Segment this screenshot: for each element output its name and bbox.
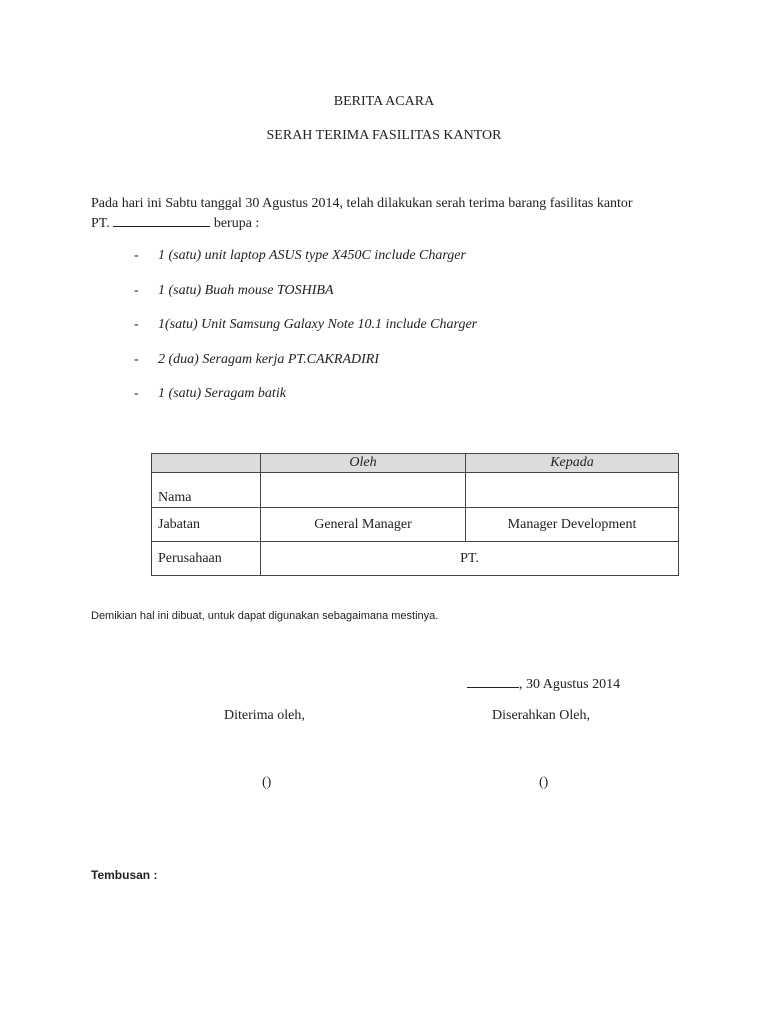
list-item-text: 1 (satu) Seragam batik: [158, 386, 286, 401]
list-dash: -: [134, 283, 139, 298]
intro-suffix: berupa :: [213, 216, 260, 231]
tembusan-label: Tembusan :: [91, 868, 158, 882]
list-dash: -: [134, 248, 139, 263]
signature-right: (): [539, 775, 549, 790]
list-item: [134, 386, 286, 402]
list-dash: -: [134, 352, 139, 367]
nama-oleh-cell: [261, 473, 466, 508]
row-label-perusahaan: Perusahaan: [152, 542, 261, 576]
perusahaan-value-cell: PT.: [261, 542, 679, 576]
date-line: [467, 675, 620, 693]
date-text: , 30 Agustus 2014: [519, 677, 621, 692]
list-item-text: 1(satu) Unit Samsung Galaxy Note 10.1 include Charger: [158, 317, 478, 332]
intro-paragraph: [91, 194, 691, 234]
handed-by-label: Diserahkan Oleh,: [492, 708, 590, 723]
place-blank: [467, 675, 519, 688]
table-header-blank: [152, 454, 261, 473]
received-by-label: Diterima oleh,: [224, 708, 305, 723]
table-header-row: [152, 454, 679, 473]
signature-left: (): [262, 775, 272, 790]
intro-pt-label: PT.: [91, 216, 110, 231]
document-title: BERITA ACARA: [333, 94, 435, 109]
list-item-text: 1 (satu) unit laptop ASUS type X450C include Charger: [158, 248, 466, 263]
table-row: [152, 542, 679, 576]
company-name-blank: [113, 214, 210, 227]
jabatan-oleh-cell: General Manager: [261, 508, 466, 542]
list-dash: -: [134, 317, 139, 332]
nama-kepada-cell: [466, 473, 679, 508]
list-item-text: 2 (dua) Seragam kerja PT.CAKRADIRI: [158, 352, 379, 367]
list-item: [134, 317, 477, 333]
handover-table: [151, 453, 679, 576]
list-dash: -: [134, 386, 139, 401]
list-item-text: 1 (satu) Buah mouse TOSHIBA: [158, 283, 334, 298]
row-label-jabatan: Jabatan: [152, 508, 261, 542]
table-row: [152, 473, 679, 508]
list-item: [134, 352, 379, 368]
document-subtitle: SERAH TERIMA FASILITAS KANTOR: [266, 128, 502, 143]
table-header-kepada: Kepada: [466, 454, 679, 473]
closing-statement: Demikian hal ini dibuat, untuk dapat digunakan sebagaimana mestinya.: [91, 610, 439, 622]
table-row: [152, 508, 679, 542]
intro-line-2: [91, 214, 691, 234]
list-item: [134, 283, 334, 299]
table-header-oleh: Oleh: [261, 454, 466, 473]
jabatan-kepada-cell: Manager Development: [466, 508, 679, 542]
list-item: [134, 248, 466, 264]
row-label-nama: Nama: [152, 473, 261, 508]
intro-line-1: Pada hari ini Sabtu tanggal 30 Agustus 2014, telah dilakukan serah terima barang fasilitas kantor: [91, 196, 633, 211]
